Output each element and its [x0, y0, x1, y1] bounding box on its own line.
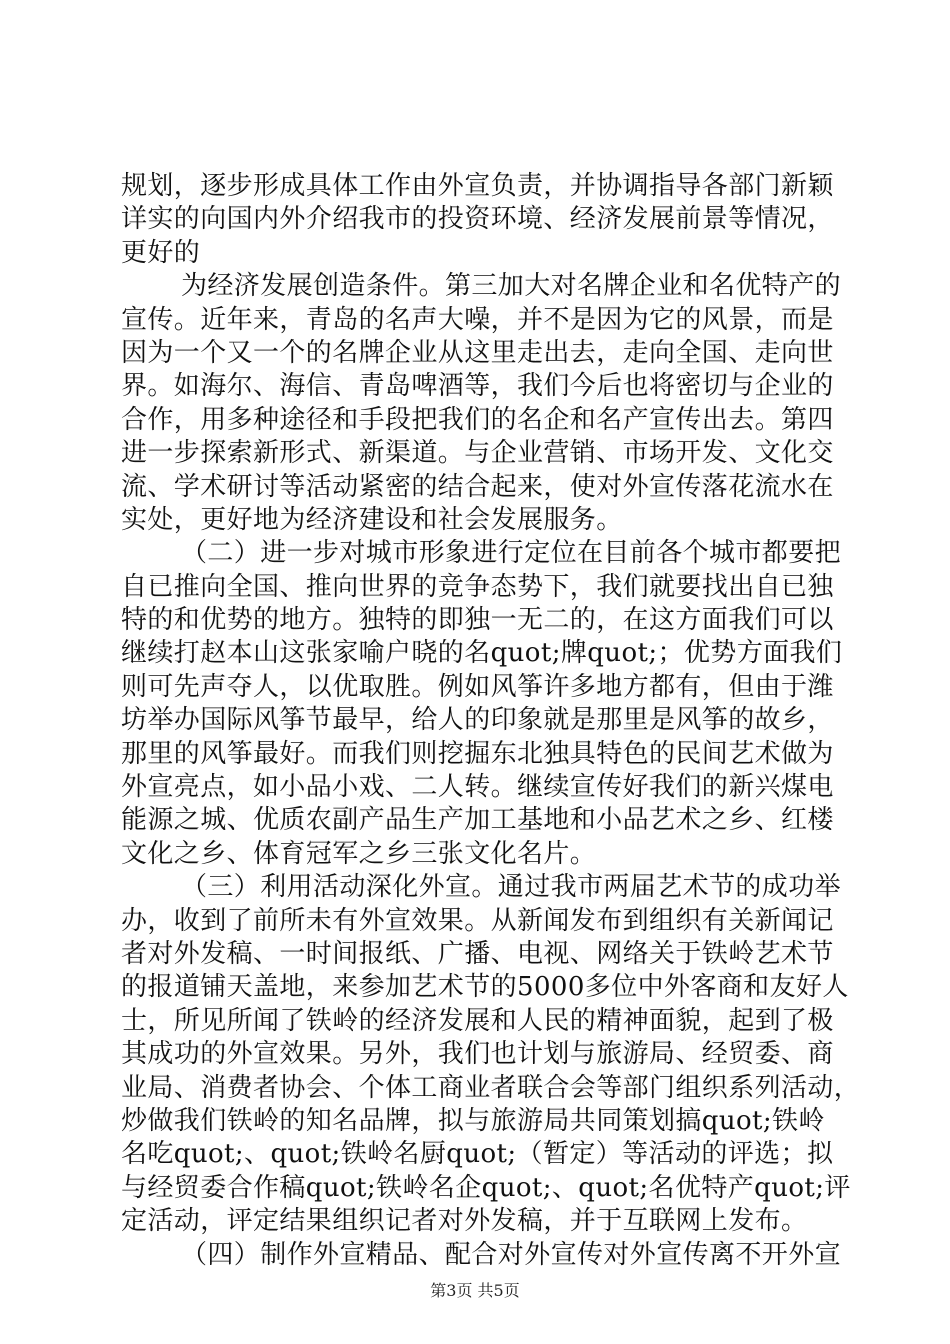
paragraph-start-line: （二）进一步对城市形象进行定位在目前各个城市都要把: [181, 538, 842, 569]
text-line: 自已推向全国、推向世界的竞争态势下，我们就要找出自已独: [121, 571, 834, 602]
text-line: 文化之乡、体育冠军之乡三张文化名片。: [121, 838, 597, 869]
text-line: 规划，逐步形成具体工作由外宣负责，并协调指导各部门新颖: [121, 171, 834, 201]
text-line: 炒做我们铁岭的知名品牌，拟与旅游局共同策划搞quot;铁岭: [121, 1105, 825, 1136]
text-line: 因为一个又一个的名牌企业从这里走出去，走向全国、走向世: [121, 337, 834, 368]
text-line: 更好的: [121, 237, 201, 268]
text-line: 宣传。近年来，青岛的名声大噪，并不是因为它的风景，而是: [121, 304, 834, 335]
text-line: 坊举办国际风筝节最早，给人的印象就是那里是风筝的故乡，: [121, 705, 834, 736]
paragraph-start-line: （三）利用活动深化外宣。通过我市两届艺术节的成功举: [181, 872, 842, 903]
text-line: 流、学术研讨等活动紧密的结合起来，使对外宣传落花流水在: [121, 471, 834, 502]
text-line: 合作，用多种途径和手段把我们的名企和名产宣传出去。第四: [121, 404, 834, 435]
text-line: 外宣亮点，如小品小戏、二人转。继续宣传好我们的新兴煤电: [121, 772, 834, 803]
text-line: 进一步探索新形式、新渠道。与企业营销、市场开发、文化交: [121, 438, 834, 469]
paragraph-start-line: 为经济发展创造条件。第三加大对名牌企业和名优特产的: [181, 271, 842, 302]
text-line: 实处，更好地为经济建设和社会发展服务。: [121, 504, 623, 535]
text-line: 者对外发稿、一时间报纸、广播、电视、网络关于铁岭艺术节: [121, 938, 834, 969]
text-line: 则可先声夺人，以优取胜。例如风筝许多地方都有，但由于潍: [121, 671, 834, 702]
text-line: 其成功的外宣效果。另外，我们也计划与旅游局、经贸委、商: [121, 1039, 834, 1070]
text-line: 办，收到了前所未有外宣效果。从新闻发布到组织有关新闻记: [121, 905, 834, 936]
page-number-footer: 第3页 共5页: [430, 1281, 520, 1300]
text-line: 士，所见所闻了铁岭的经济发展和人民的精神面貌，起到了极: [121, 1005, 834, 1036]
text-line: 与经贸委合作稿quot;铁岭名企quot;、quot;名优特产quot;评: [121, 1172, 851, 1203]
paragraph-start-line: （四）制作外宣精品、配合对外宣传对外宣传离不开外宣: [181, 1239, 842, 1270]
text-line: 的报道铺天盖地，来参加艺术节的5000多位中外客商和友好人: [121, 972, 849, 1003]
text-line: 业局、消费者协会、个体工商业者联合会等部门组织系列活动，: [121, 1072, 861, 1103]
text-line: 定活动，评定结果组织记者对外发稿，并于互联网上发布。: [121, 1206, 808, 1237]
text-line: 那里的风筝最好。而我们则挖掘东北独具特色的民间艺术做为: [121, 738, 834, 769]
body-text: [121, 170, 861, 1272]
text-line: 详实的向国内外介绍我市的投资环境、经济发展前景等情况，: [121, 204, 834, 235]
text-line: 界。如海尔、海信、青岛啤酒等，我们今后也将密切与企业的: [121, 371, 834, 402]
text-line: 继续打赵本山这张家喻户晓的名quot;牌quot;；优势方面我们: [121, 638, 843, 669]
text-line: 特的和优势的地方。独特的即独一无二的，在这方面我们可以: [121, 605, 834, 636]
text-line: 名吃quot;、quot;铁岭名厨quot;（暂定）等活动的评选；拟: [121, 1139, 834, 1170]
text-line: 能源之城、优质农副产品生产加工基地和小品艺术之乡、红楼: [121, 805, 834, 836]
